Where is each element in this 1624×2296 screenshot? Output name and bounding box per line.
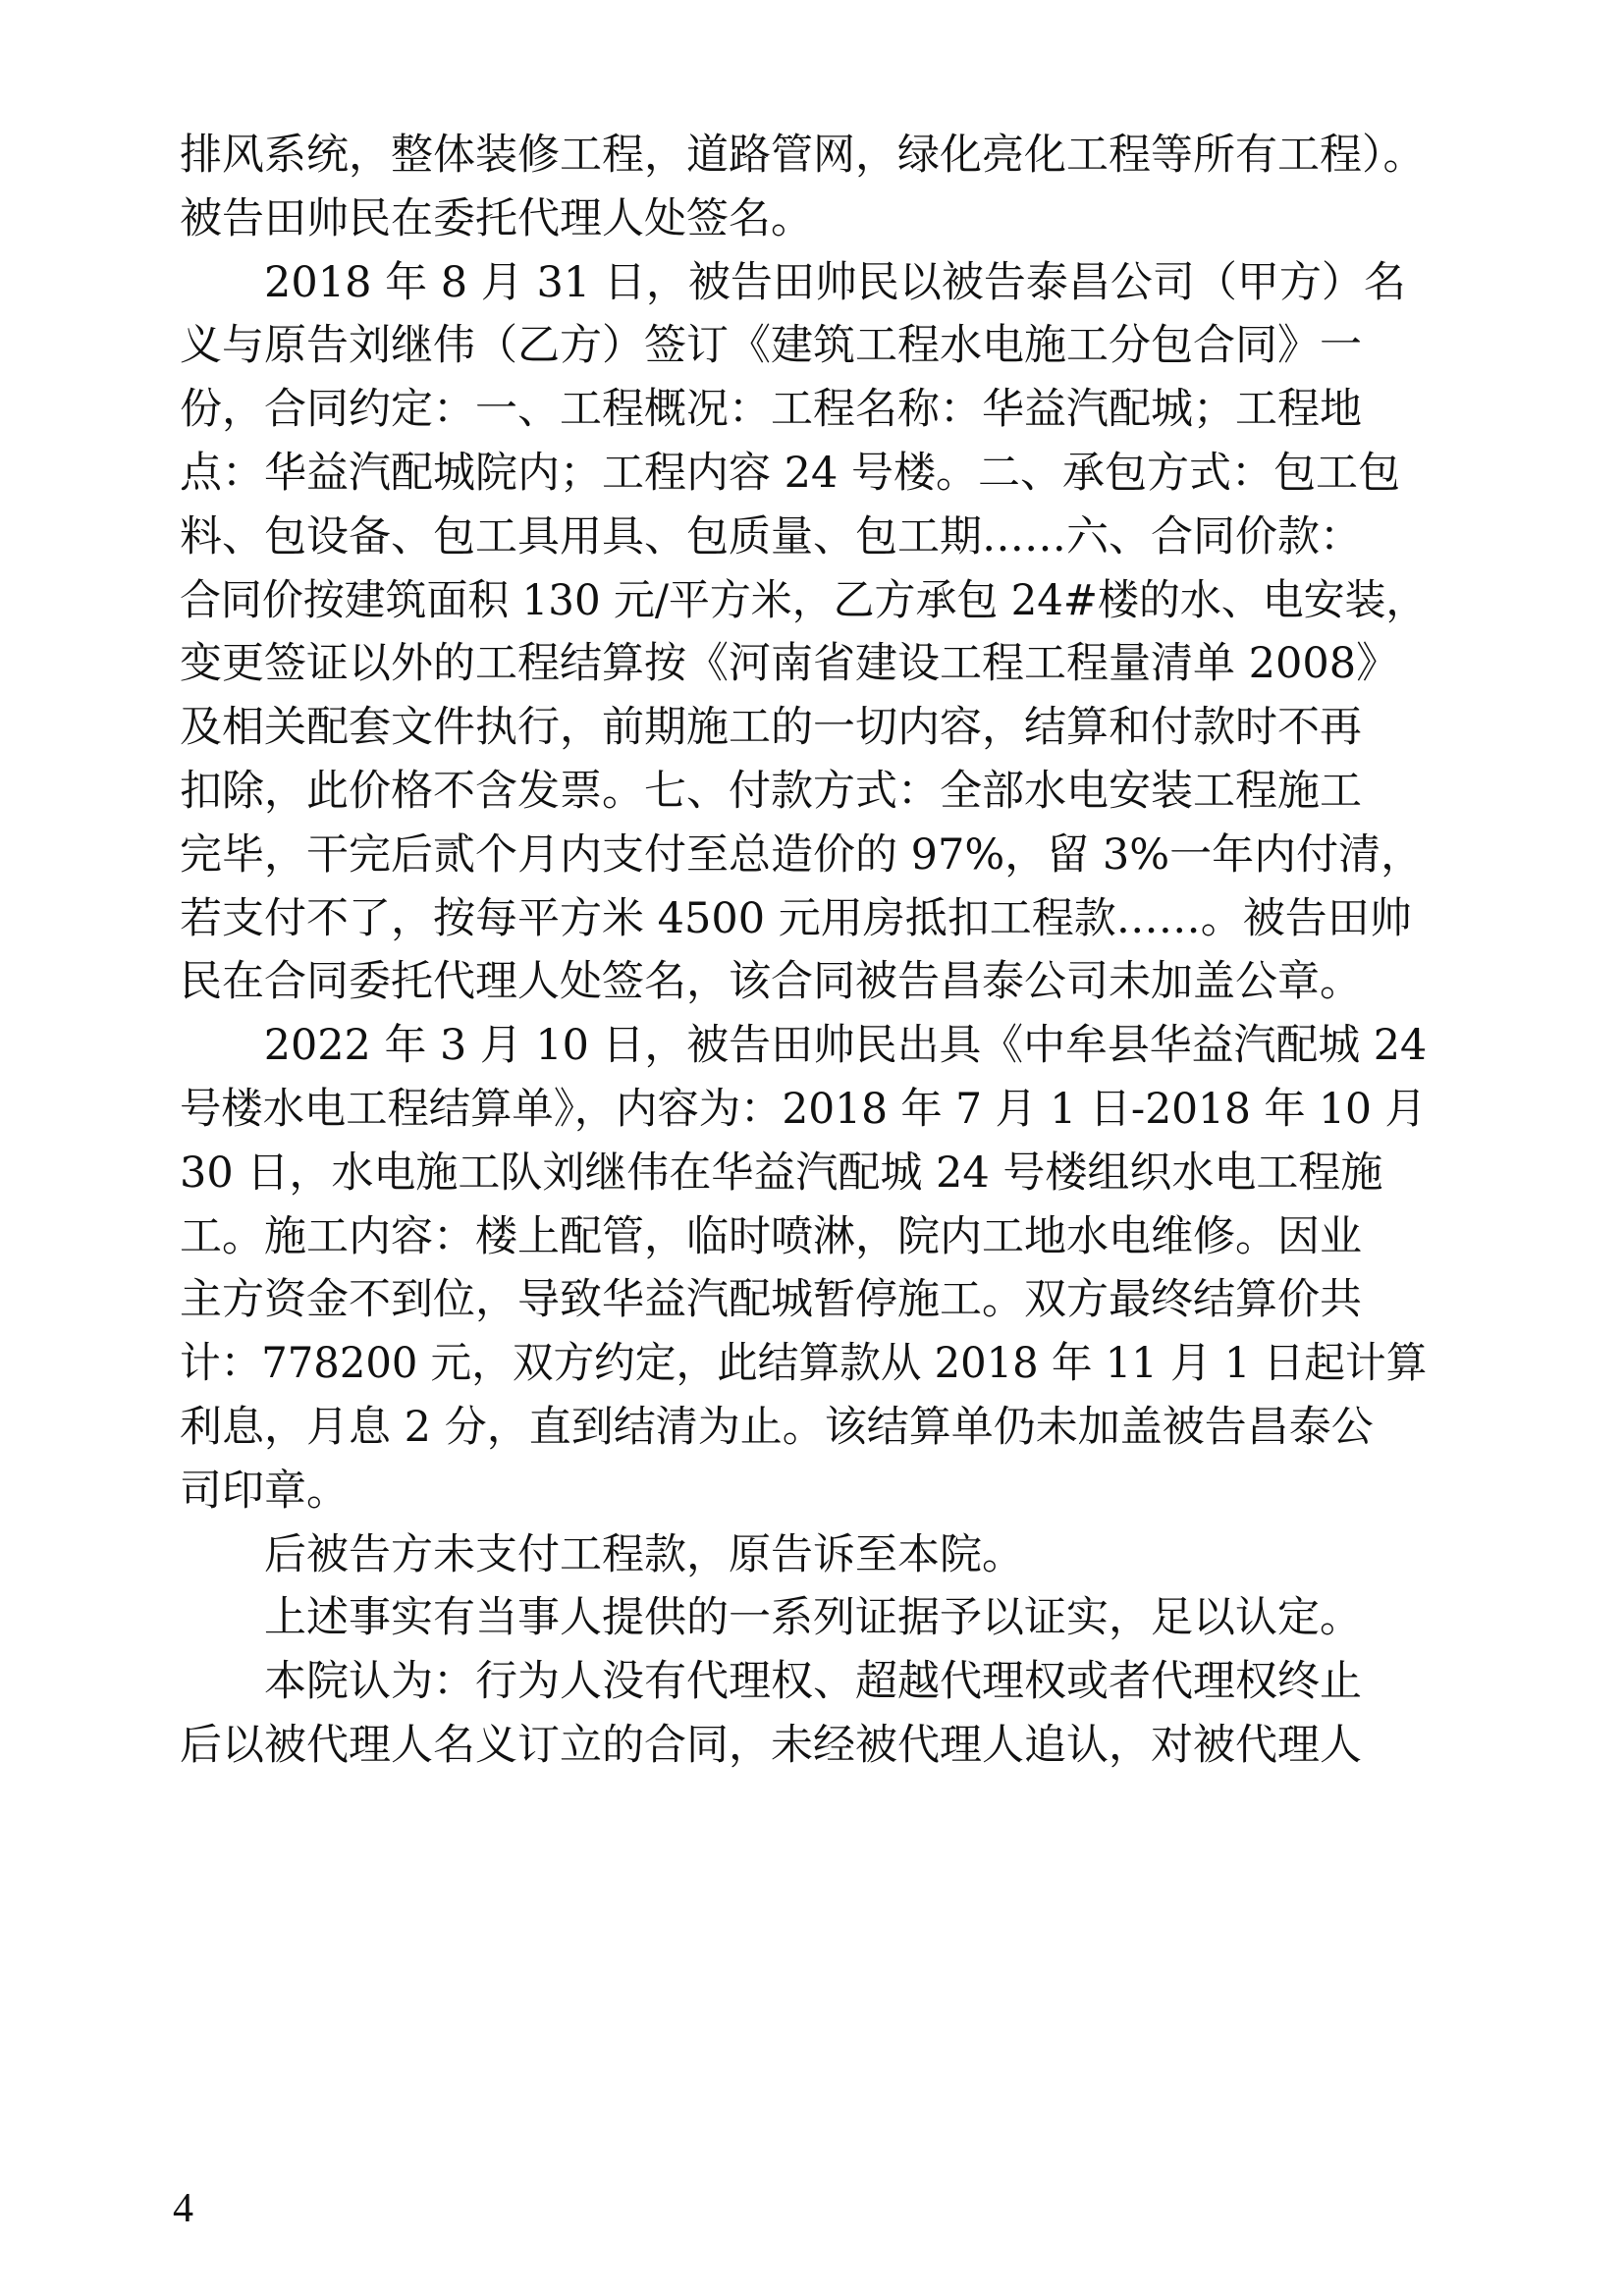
text-line: 完毕，干完后贰个月内支付至总造价的 97%，留 3%一年内付清， xyxy=(180,829,1424,880)
text-line: 份，合同约定：一、工程概况：工程名称：华益汽配城；工程地 xyxy=(180,385,1362,435)
text-line: 上述事实有当事人提供的一系列证据予以证实，足以认定。 xyxy=(180,1593,1362,1643)
text-line: 若支付不了，按每平方米 4500 元用房抵扣工程款……。被告田帅 xyxy=(180,893,1412,943)
text-line: 料、包设备、包工具用具、包质量、包工期……六、合同价款： xyxy=(180,511,1362,561)
text-line: 2018 年 8 月 31 日，被告田帅民以被告泰昌公司（甲方）名 xyxy=(180,257,1406,307)
text-line: 工。施工内容：楼上配管，临时喷淋，院内工地水电维修。因业 xyxy=(180,1211,1362,1261)
text-line: 主方资金不到位，导致华益汽配城暂停施工。双方最终结算价共 xyxy=(180,1275,1362,1325)
text-line: 司印章。 xyxy=(180,1466,349,1516)
text-line: 被告田帅民在委托代理人处签名。 xyxy=(180,193,813,243)
text-line: 变更签证以外的工程结算按《河南省建设工程工程量清单 2008》 xyxy=(180,639,1399,689)
text-line: 点：华益汽配城院内；工程内容 24 号楼。二、承包方式：包工包 xyxy=(180,449,1401,498)
page-number: 4 xyxy=(173,2186,193,2231)
text-line: 2022 年 3 月 10 日，被告田帅民出具《中牟县华益汽配城 24 xyxy=(180,1021,1428,1071)
text-line: 义与原告刘继伟（乙方）签订《建筑工程水电施工分包合同》一 xyxy=(180,321,1362,371)
text-line: 民在合同委托代理人处签名，该合同被告昌泰公司未加盖公章。 xyxy=(180,957,1362,1007)
text-line: 排风系统，整体装修工程，道路管网，绿化亮化工程等所有工程）。 xyxy=(180,131,1426,180)
text-line: 号楼水电工程结算单》，内容为：2018 年 7 月 1 日-2018 年 10 月 xyxy=(180,1085,1427,1134)
text-line: 计：778200 元，双方约定，此结算款从 2018 年 11 月 1 日起计算 xyxy=(180,1339,1428,1389)
text-line: 本院认为：行为人没有代理权、超越代理权或者代理权终止 xyxy=(180,1657,1362,1707)
text-line: 30 日，水电施工队刘继伟在华益汽配城 24 号楼组织水电工程施 xyxy=(180,1148,1383,1198)
text-line: 后以被代理人名义订立的合同，未经被代理人追认，对被代理人 xyxy=(180,1721,1362,1770)
text-line: 扣除，此价格不含发票。七、付款方式：全部水电安装工程施工 xyxy=(180,767,1362,816)
text-line: 后被告方未支付工程款，原告诉至本院。 xyxy=(180,1529,1024,1579)
text-line: 合同价按建筑面积 130 元/平方米，乙方承包 24#楼的水、电安装， xyxy=(180,575,1428,625)
text-line: 及相关配套文件执行，前期施工的一切内容，结算和付款时不再 xyxy=(180,703,1362,753)
text-line: 利息，月息 2 分，直到结清为止。该结算单仍未加盖被告昌泰公 xyxy=(180,1403,1374,1452)
